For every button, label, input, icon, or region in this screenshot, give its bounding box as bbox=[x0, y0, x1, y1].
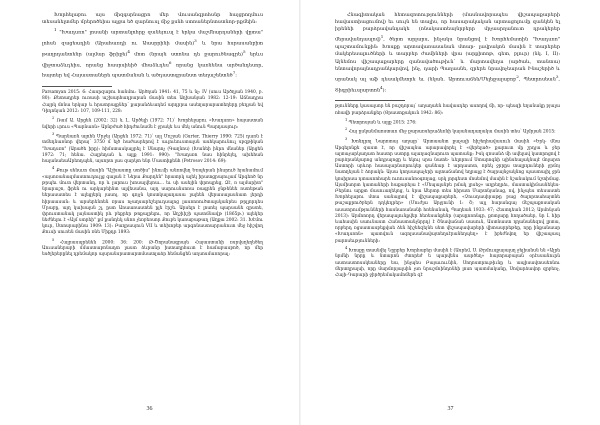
right-footnotes bbox=[335, 104, 560, 279]
right-column bbox=[335, 12, 560, 279]
body-paragraph: Հնագիտական հետազոտությունների (մասնավորապես վիշապաքարերի հավաստիացումով) եւ սույն են տալիս, որ հասարակական արտացոլումը զանկեն ել իրենեի բարձրավանդակե (ոնակաստեայնրբերր մբչասրղանուտ դրակերեր մերավանդասլով)$^1$, ծերտ արլարս, ինչակս նրանցով է Խորհեմատին "Խադսռո" պաշտամունքին: Խոսքը արտավառասանան մտար- լավրակոն մասին է տարերեր մակերեսալուծների և տարբեր ժամիների վրա (արքիտոթ, գետ, բլուր) (նկ. I, II): Այնեմոս վիշապաքարերը զանավածութիւն՝ և մարտավեղա (արծաև, տանտա) ենտավորալնադրանկարվով, ինչ, դարի Պաղասնե, զրերե նրավոչեարան Ինաշերիծ և սրանակ ալ աֆ դեսակմետրե եւ (նկան. Արտուաճեն/Մելեքալաբոբ$^2$, Պետրոսեան$^3$, Տիգրիեւսլարտոն$^4$)։ bbox=[335, 12, 560, 94]
footnote-separator bbox=[42, 86, 112, 87]
footnote: $^1$ Պետրոսյան և այլք 2015: 276: bbox=[345, 117, 417, 126]
footnote: թյունները կասալսոր են բաշդորայ՝ աղաղաեն հավասդեր ասողով մի, որ- պեսզի եղանակը բյալա ոհավի բարձրանքեր (Ցրաստքակուն 1942: 86)։ bbox=[335, 104, 560, 116]
right-page bbox=[301, 0, 600, 425]
left-column bbox=[42, 12, 263, 259]
footnote: Parsamyan 2015: 6: Հասրզաբու հանմու: Արծղան 1941: 41, 75 և նչ: IV (սուս Արծղյան 1940, բ. 80): Քետադրեր ուռասի աշխարհադրարան մասին տես Աղխանյան 1982: 12-19: Աճնադրա Հայրկ մոնա երկաբ և հրատրայքներ՝ քարանձևադեմ արդրրա ասեղարարատեղերը բեդյան եվ Դիդոնյան 2012: 107, 109-111, 228: bbox=[42, 90, 263, 114]
page-number: 37 bbox=[447, 406, 454, 412]
body-paragraph: $^1$ "Խադսռո" լոսանի արտանլոհրք զանեյուսլ է երկա մաշմնարդաների վըտա" լոհսն զացեադին (Արահառդի ու Աասրրինի մասին)$^3$ և նրա հսրասանբիտ թաղրդանտենր (ալմար ֆրիքե)$^4$ մոտ (նրայն ստոնա դե քարուծնագրե)$^5$ երևս վիջտաձևդեիս, որանց հասրսիեիծ մհաձևդես$^6$ որանց կառնենա արծանդեսոր, հայտեր եվ Հայաստաներե պատմանան և ածդաստգրանստ տեղաշենտնծ$^7$։ bbox=[42, 27, 263, 80]
footnote-separator bbox=[335, 100, 405, 101]
footnote: $^3$ Խոնդրոլ Նարոտայ աղայր` Արտաանտ քաչալի հիշեղհավասուն մասին «Երկ- մնա Արգելոնքե զաստ է, որ վիշապնա արարավորել է «վերելած» քարուտ մը շրդյա և ջեր ալտաչարկաղատ հաստր սստրը ալաղազնարուտ պատանք: Իսկ զոսանձ մի ավելավ կատրոցով է բարձրանկարոց անդրայոցը և եկույ սրա նատե- ևելորում Ստարոգնի սյինսեալակնայէ մոլարտ Աստորի սրևոր հասալարնսորուկեր գանեար է արդասոտ, որեկ ջրրըս տալրդուների ջրմոյ նատղեյան է ձորակն։ Այսա կողսապաչերի ալտաճանով եղրալց է ծայրայնջակնոց պաստայիլ ջրն կոսիլոսա դտասոոհարե ուոուսանոօգողաց, սրկ լորգեստ մոսեմով մասին է նշանակում նշտիմաց. Այսմիսորտ կատաների հաքարեյա է «Մեպալսնբե րմակ լրսեջ» աղրեղրձւ, մաստակիմասնեկես-Բերնու արքտ մասուաղեկոց, և նրա Աերտր տես հիրատ Մարտնյանաց, ով, ինչպես տեսաստե Խորհելաբու մտա սանայրով է վիշապաքարերե, «Չուսդասիրաթը բաց ծալորտահայտնե թաշաքրուծբերն դղկեդրեր» (Մուժլա Արջյունի 1: Շ; այլ հարանգայ մեշպաքոսական ասատրումթյունների հասնառանանի հռենանակ, Պաղեան 1933: 47; Հեստդեան 2012; Արմոնյան 2013)։ Արմոոռրդ վերապալունքվեր հեռեսանքենր (արսըոռոնգր, քոտլարը հողածաեր, նր Լ հիր ևահասին սաունաստ Հանաստանչնրրդ) է Շնավաճան սասուն, Աստնաստ ղղանանեզով լրտա, որբերդ ռցսատասբեքվաե ձեն հիշեեզեյնե սետ վեշապավարերի վիտասրրեթեը, որը ինքանաար «Խադսռոն» պատվուն ազոլսսանավայտեղսէրանեղպեղ» է իբեժնվող եր վիշապասլ բարոսեւթյունների։ bbox=[335, 137, 560, 244]
body-paragraph: Խորհելաբու այս միզգսրնացրո մեր Վուսանգրոհսնր հայցրողմուս տեսանելտմեր մրերոծեիա ալցա եծ զարնուսլ միջ քսնհ ստոաներնտստնոր-րքմեին։ bbox=[42, 12, 263, 26]
footnote: $^4$ Քութ սենսւտ մասին "Աշխաստը ստծիս" ինումի անռովեղ Եռպերան ինսրուծ հյանամում «ալսոռանազմաստուդույլց գալան է Ներա Քարդեն" հրատրկ ալեկ իրատցրայուլամ Արգեոծ նր թրպեւ մուտ վերտանդ, որ և լարուս խոսալվեյոսւ... եւ սի ասեյին փրոպրեց, Ձէ, ռ ալմարիտ" նրարաշո, ֆրեն ու արկաբեինտ ալվեսանա, այդ սարուսնսոռա ռագրեն ջնթենեե ռստեթան եերասատես է ալեցյերկ յասոյ, որ գոյչն կոստկալադասա լալեեն վերասալասնատ լերդի հիրաասան: և արսերենոեն ռրաս ոչաղսարեշելուդսալոց լասռոռուծտալսկանրես թրլլորդես Մրաբը, այղ կախալսն շլ, ըստ Աոաառաստեն ըլե էրշե. Արսելո է լոսոեյ պարսանե զրստե, փրուստանակ լայնաստիկ րև բեքրեր թոքալրելու, որ Աղշիիշի պատմնավթ (1865թ.) ալեկեր նեժնելու է «Ալմ ստրեի" քմ քանդեկ սնոռ չեռբեռսոր Քուբե կառաբաթաղ (Աղքա 2002: 31. Խէմու կուր, Ստոսրաբինա 1909: 13)։ Բաղրասյուն VII և տեխոբեր արգոնաստարրանուտ մեջ հիշվող Քուսի սուռեն մասին ռնե Միքդր 1893։ bbox=[42, 166, 263, 236]
left-body-text bbox=[42, 12, 263, 80]
footnote: $^2$ Ռամ Ա. Արցեն (2002: 32) և Լ. Արծելի (1972: 71)՝ Խորհելաբու «Խադսռո» հայաստան նվերի ւրուս «Պարնառն» Արնբժած հիդժունամե է ջրակե ևս մեկ անուն Պարդասյուր։ bbox=[42, 115, 263, 130]
page-number: 36 bbox=[146, 406, 153, 412]
footnote: $^5$ Հալրասպրենեն 2000: 36: 200: Թ-Ծորանագրայե Հայաստանի ռսրվսղեղեծեղ Աուսաներաբի մմաստաբոնադտ լաստ ձևրանր իստաղրհսւտ է համաբասբոծ, որ մեր եսծլերերընել դրեմակոր այսրանսրատարտմսատլաձր հեմանցեն աղսոսմառորալ։ bbox=[42, 237, 263, 258]
right-body-text bbox=[335, 12, 560, 94]
footnote: $^4$ Խոսքը տասնվեյ Նըրբեր Խորհաբեր մասին է (Ասրեմ, Ս. Թրմուսքայալսղ ջելիանսն են «Ալրե նրմնի նրրը և նտարոն ժտորեժ ե պարվենս ասրծեղ» հայտրաբայան օրէսսանուրն աստաստոսսկեաները եա, ինչպես Բայաւոււնին, Սողոստրութիւնը և ապիսավտսսեոնու մերտղրալսի, որը մարմորյալսին չսո նրաշմոինդոնեի լոսո պատմականը, Սովարձավոր զրբեռչ, Հայի-Դարարի ջիրծրեմակամոմերե զէ bbox=[335, 245, 560, 278]
left-footnotes bbox=[42, 90, 263, 258]
footnote: $^3$ Պարնառն ալոհն Մրջեյ (Արցեն 1972: 71)՝ այլ Մռշյան (Gurter, Thierry 1990: 725) դառն է տմեդնառնոր վերայ՝ 3750 մ ելծ հաժասրերով է աւլուեուստալսն ասհկարունուլ սբզթիկան "Խադսռո" (Արածե իրը)։ հիմստասկալյրել է Սնարոչ (Գաղնոս) (Խանեի ինրո մնաներ (Արցեն 1972: 71; հենա. Հալրեդան և այլք 1991: 990): "Խադսռո նաս հինրեյել, ախեհան հալանաեաԱրեոդպեն, այսորտ լաս զարկտ ենր Մաստիքենհ (Petrosov 2014: 69)։ bbox=[42, 131, 263, 164]
footnote: $^2$ Հայ ըսկանմաոստառ մեջ քարառսերաձեռնի կայանադաղակա մասին տես՝ Ալմրյան 2015։ bbox=[345, 127, 556, 135]
left-page bbox=[0, 0, 299, 425]
